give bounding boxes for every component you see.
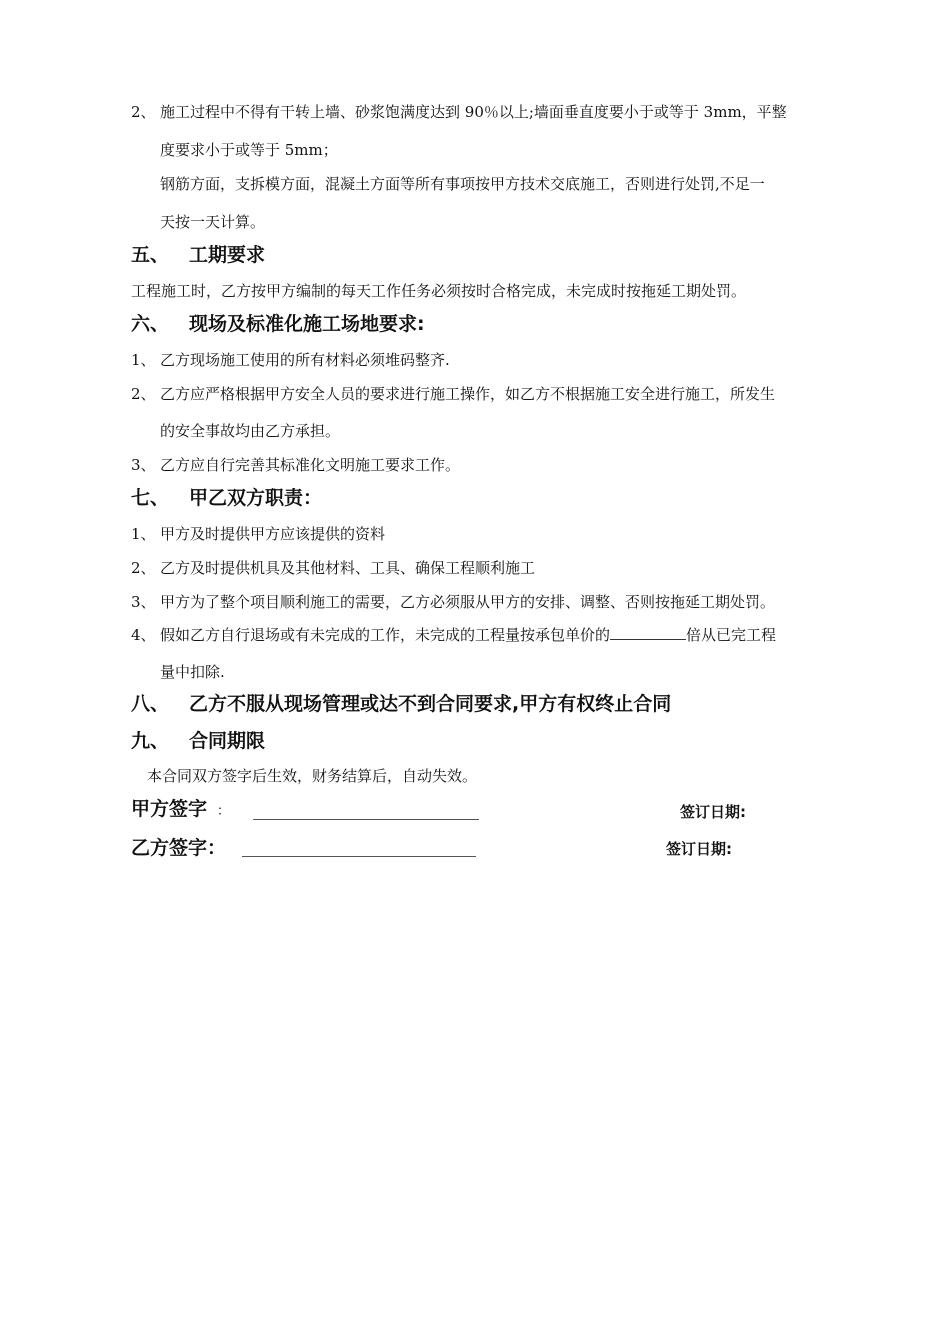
item-text: 甲方及时提供甲方应该提供的资料 [160,525,386,543]
party-a-label-colon: ： [217,804,231,819]
section-text: 本合同双方签字后生效，财务结算后，自动失效。 [147,767,478,785]
section-number: 五、 [131,244,170,266]
section-number: 七、 [131,487,170,509]
section-title: 合同期限 [189,730,266,752]
party-b-signature-label: 乙方签字： [131,837,227,859]
item-text-continued: 度要求小于或等于 5mm； [160,141,338,159]
item-text: 乙方及时提供机具及其他材料、工具、确保工程顺利施工 [160,559,536,577]
item-text-part: 假如乙方自行退场或有未完成的工作，未完成的工程量按承包单价的 [160,626,611,644]
item-text: 乙方应自行完善其标准化文明施工要求工作。 [160,456,461,474]
section-title: 乙方不服从现场管理或达不到合同要求,甲方有权终止合同 [189,693,672,715]
item-number: 1、 [131,525,156,543]
item-text-part: 倍从已完工程 [686,626,777,644]
item-text [160,625,776,645]
section-title: 甲乙双方职责： [189,487,323,509]
party-a-label-text: 甲方签字 [131,798,208,820]
party-b-signature-line[interactable] [242,855,476,857]
item-number: 2、 [131,559,156,577]
section-number: 六、 [131,313,170,335]
section-title: 工期要求 [189,244,266,266]
section-number: 九、 [131,730,170,752]
item-text: 乙方现场施工使用的所有材料必须堆码整齐. [160,351,450,369]
item-text: 乙方应严格根据甲方安全人员的要求进行施工操作，如乙方不根据施工安全进行施工，所发生 [160,385,776,403]
paragraph-text: 钢筋方面，支拆模方面，混凝土方面等所有事项按甲方技术交底施工，否则进行处罚,不足一 [160,175,765,193]
section-title: 现场及标准化施工场地要求: [189,313,425,335]
paragraph-text-continued: 天按一天计算。 [160,213,266,231]
section-heading [131,486,322,510]
item-number: 3、 [131,456,156,474]
section-heading [131,312,425,336]
section-heading [131,243,265,267]
item-number: 3、 [131,593,156,611]
party-a-signature-label [131,797,230,824]
item-number: 2、 [131,385,156,403]
item-text-continued: 的安全事故均由乙方承担。 [160,422,341,440]
item-text-continued: 量中扣除. [160,663,225,681]
party-a-signature-line[interactable] [253,818,479,820]
item-number: 1、 [131,351,156,369]
item-number: 4、 [131,626,156,644]
party-b-date-label: 签订日期: [666,840,732,858]
item-text: 施工过程中不得有干转上墙、砂浆饱满度达到 90％以上;墙面垂直度要小于或等于 3mm，平整 [160,103,787,121]
section-number: 八、 [131,693,170,715]
item-number: 2、 [131,103,156,121]
item-text: 甲方为了整个项目顺利施工的需要，乙方必须服从甲方的安排、调整、否则按拖延工期处罚。 [160,593,776,611]
section-text: 工程施工时，乙方按甲方编制的每天工作任务必须按时合格完成，未完成时按拖延工期处罚。 [131,282,747,300]
party-a-date-label: 签订日期: [680,803,746,821]
section-heading [131,692,671,716]
section-heading [131,729,265,753]
fill-in-blank[interactable] [610,625,686,640]
